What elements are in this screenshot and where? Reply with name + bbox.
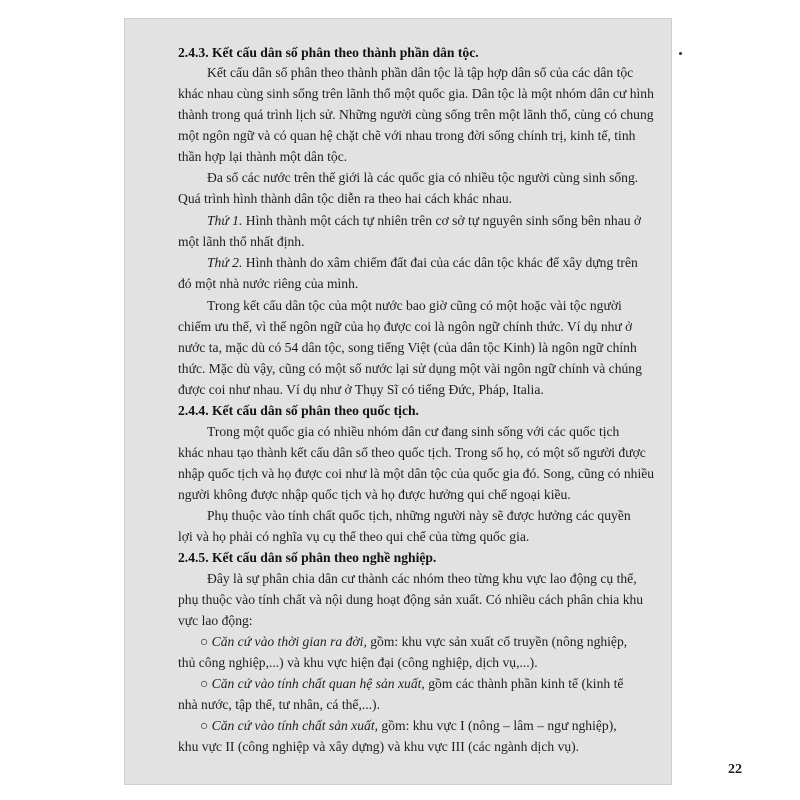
paragraph-line: lợi và họ phải có nghĩa vụ cụ thể theo qui chế của từng quốc gia. — [178, 529, 530, 544]
paragraph-line: thức. Mặc dù vậy, cũng có một số nước lại sử dụng một vài ngôn ngữ chính và chúng — [178, 361, 642, 376]
paragraph-line: đó một nhà nước riêng của mình. — [178, 276, 359, 291]
paragraph-line: thành trong quá trình lịch sử. Những người cùng sống trên một lãnh thổ, cùng có chung — [178, 107, 654, 122]
book-page — [124, 18, 742, 785]
bullet-item: ○ Căn cứ vào tính chất quan hệ sản xuất, gồm các thành phần kinh tế (kinh tế — [200, 676, 624, 691]
speck-mark — [679, 52, 682, 55]
paragraph-line: nước ta, mặc dù có 54 dân tộc, song tiếng Việt (của dân tộc Kinh) là ngôn ngữ chính — [178, 340, 637, 355]
list-item-thu-2: Thứ 2. Hình thành do xâm chiếm đất đai của các dân tộc khác để xây dựng trên — [207, 255, 638, 270]
circle-bullet-icon: ○ — [200, 676, 209, 691]
paragraph-line: Quá trình hình thành dân tộc diễn ra theo hai cách khác nhau. — [178, 191, 513, 206]
paragraph-line: khu vực II (công nghiệp và xây dựng) và khu vực III (các ngành dịch vụ). — [178, 739, 580, 754]
paragraph-line: nhập quốc tịch và họ được coi như là một dân tộc của quốc gia đó. Song, cũng có nhiều — [178, 466, 655, 481]
bullet-item: ○ Căn cứ vào thời gian ra đời, gồm: khu vực sản xuất cổ truyền (nông nghiệp, — [200, 634, 628, 649]
paragraph-line: vực lao động: — [178, 613, 253, 628]
paragraph-line: người không được nhập quốc tịch và họ được hưởng qui chế ngoại kiều. — [178, 487, 571, 502]
paragraph-line: nhà nước, tập thể, tư nhân, cá thể,...). — [178, 697, 380, 712]
paragraph-line: chiếm ưu thế, vì thế ngôn ngữ của họ được coi là ngôn ngữ chính thức. Ví dụ như ở — [178, 319, 633, 334]
page-number: 22 — [728, 762, 742, 777]
paragraph-line: Phụ thuộc vào tính chất quốc tịch, những người này sẽ được hưởng các quyền — [207, 508, 631, 523]
paragraph-line: Kết cấu dân số phân theo thành phần dân tộc là tập hợp dân số của các dân tộc — [207, 65, 634, 80]
bullet-item: ○ Căn cứ vào tính chất sản xuất, gồm: khu vực I (nông – lâm – ngư nghiệp), — [200, 718, 617, 733]
paragraph-line: khác nhau cùng sinh sống trên lãnh thổ một quốc gia. Dân tộc là một nhóm dân cư hình — [178, 86, 654, 101]
paragraph-line: khác nhau tạo thành kết cấu dân số theo quốc tịch. Trong số họ, có một số người được — [178, 445, 646, 460]
paragraph-line: một ngôn ngữ và có quan hệ chặt chẽ với nhau trong đời sống chính trị, kinh tế, tinh — [178, 128, 636, 143]
section-heading-243: 2.4.3. Kết cấu dân số phân theo thành phần dân tộc. — [178, 45, 479, 60]
paragraph-line: phụ thuộc vào tính chất và nội dung hoạt động sản xuất. Có nhiều cách phân chia khu — [178, 592, 644, 607]
paragraph-line: Đây là sự phân chia dân cư thành các nhóm theo từng khu vực lao động cụ thể, — [207, 571, 637, 586]
circle-bullet-icon: ○ — [200, 634, 209, 649]
circle-bullet-icon: ○ — [200, 718, 209, 733]
section-heading-245: 2.4.5. Kết cấu dân số phân theo nghề nghiệp. — [178, 550, 437, 565]
paragraph-line: Trong một quốc gia có nhiều nhóm dân cư đang sinh sống với các quốc tịch — [207, 424, 620, 439]
list-label: Thứ 2. — [207, 255, 243, 270]
paragraph-line: được coi như nhau. Ví dụ như ở Thụy Sĩ có tiếng Đức, Pháp, Italia. — [178, 382, 544, 397]
paragraph-line: một lãnh thổ nhất định. — [178, 234, 305, 249]
paragraph-line: thủ công nghiệp,...) và khu vực hiện đại (công nghiệp, dịch vụ,...). — [178, 655, 538, 670]
paragraph-line: Trong kết cấu dân tộc của một nước bao giờ cũng có một hoặc vài tộc người — [207, 298, 622, 313]
list-label: Thứ 1. — [207, 213, 243, 228]
paragraph-line: thần hợp lại thành một dân tộc. — [178, 149, 348, 164]
section-heading-244: 2.4.4. Kết cấu dân số phân theo quốc tịch. — [178, 403, 419, 418]
paragraph-line: Đa số các nước trên thế giới là các quốc gia có nhiều tộc người cùng sinh sống. — [207, 170, 639, 185]
list-item-thu-1: Thứ 1. Hình thành một cách tự nhiên trên cơ sở tự nguyên sinh sống bên nhau ở — [207, 213, 642, 228]
